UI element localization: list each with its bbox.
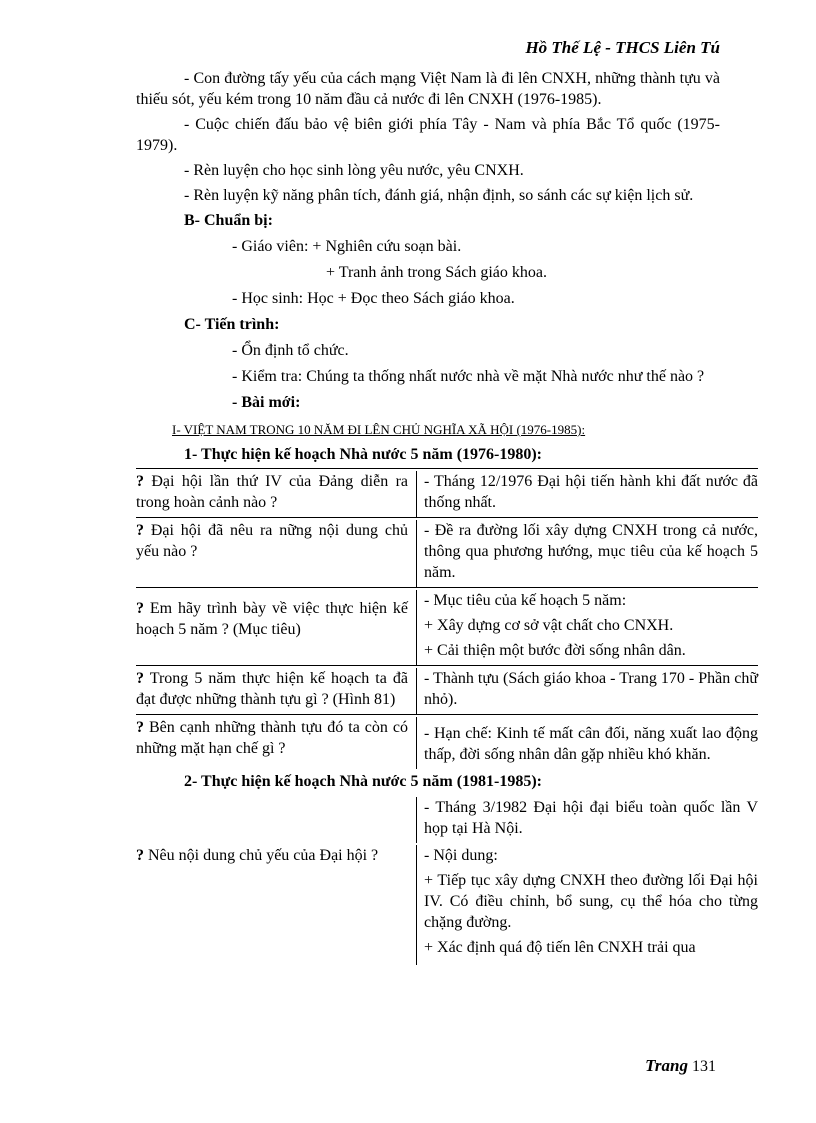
question-text: Đại hội đã nêu ra nững nội dung chủ yếu nào ?: [136, 522, 408, 560]
table-row: [136, 666, 758, 715]
question-text: Nêu nội dung chủ yếu của Đại hội ?: [148, 847, 379, 864]
answer-line: - Tháng 12/1976 Đại hội tiến hành khi đất nước đã thống nhất.: [424, 473, 758, 511]
question-text: Em hãy trình bày về việc thực hiện kế hoạch 5 năm ? (Mục tiêu): [136, 600, 408, 638]
process-new-lesson: - Bài mới:: [232, 394, 301, 411]
process-check: - Kiểm tra: Chúng ta thống nhất nước nhà về mặt Nhà nước như thế nào ?: [232, 368, 705, 385]
question-cell: [136, 717, 417, 769]
question-text: Trong 5 năm thực hiện kế hoạch ta đã đạt được những thành tựu gì ? (Hình 81): [136, 670, 408, 708]
answer-cell: [417, 520, 758, 587]
answer-line: - Đề ra đường lối xây dựng CNXH trong cả nước, thông qua phương hướng, mục tiêu của kế hoạch 5 năm.: [424, 522, 758, 581]
prep-student: - Học sinh: Học + Đọc theo Sách giáo khoa.: [232, 290, 515, 307]
question-mark: ?: [136, 719, 144, 736]
prep-teacher-2: + Tranh ảnh trong Sách giáo khoa.: [326, 264, 547, 281]
question-mark: ?: [136, 600, 144, 617]
answer-line: - Nội dung:: [424, 847, 498, 864]
answer-line: - Thành tựu (Sách giáo khoa - Trang 170 - Phần chữ nhỏ).: [424, 670, 758, 708]
process-stabilize: - Ổn định tổ chức.: [232, 342, 349, 359]
process-heading: C- Tiến trình:: [184, 316, 280, 333]
table-row: [136, 715, 758, 769]
page-header: Hồ Thế Lệ - THCS Liên Tú: [525, 38, 720, 57]
page-number: 131: [692, 1058, 716, 1075]
answer-line: - Tháng 3/1982 Đại hội đại biểu toàn quốc lần V họp tại Hà Nội.: [424, 799, 758, 837]
answer-cell: [417, 471, 758, 517]
question-text: Đại hội lần thứ IV của Đảng diễn ra trong hoàn cảnh nào ?: [136, 473, 409, 511]
answer-cell: [417, 717, 758, 769]
document-body: [136, 68, 758, 965]
page-label: Trang: [645, 1056, 688, 1075]
question-cell: [136, 471, 417, 517]
answer-cell: [417, 668, 758, 714]
question-cell: [136, 520, 417, 587]
objective-1: - Con đường tấy yếu của cách mạng Việt Nam là đi lên CNXH, những thành tựu và thiếu sót, yếu kém trong 10 năm đầu cả nước đi lên CNXH (1976-1985).: [136, 70, 720, 108]
question-mark: ?: [136, 473, 144, 490]
objective-2: - Cuộc chiến đấu bảo vệ biên giới phía Tây - Nam và phía Bắc Tổ quốc (1975-1979).: [136, 116, 720, 154]
question-mark: ?: [136, 522, 144, 539]
answer-cell: [417, 845, 758, 965]
section-title: I- VIỆT NAM TRONG 10 NĂM ĐI LÊN CHỦ NGHĨA XÃ HỘI (1976-1985):: [172, 422, 586, 437]
table-row: [136, 588, 758, 666]
prep-teacher: - Giáo viên: + Nghiên cứu soạn bài.: [232, 238, 462, 255]
question-cell: [136, 797, 417, 843]
page-footer: [645, 1056, 716, 1076]
answer-cell: [417, 797, 758, 843]
part2-table: [136, 795, 758, 965]
question-mark: ?: [136, 847, 144, 864]
table-row: [136, 469, 758, 518]
answer-line: + Xây dựng cơ sở vật chất cho CNXH.: [424, 617, 674, 634]
answer-line: - Mục tiêu của kế hoạch 5 năm:: [424, 592, 627, 609]
answer-line: + Tiếp tục xây dựng CNXH theo đường lối Đại hội IV. Có điều chỉnh, bổ sung, cụ thể hóa cho từng chặng đường.: [424, 872, 758, 931]
question-cell: [136, 845, 417, 965]
table-row: [136, 518, 758, 588]
objective-4: - Rèn luyện kỹ năng phân tích, đánh giá, nhận định, so sánh các sự kiện lịch sử.: [184, 187, 694, 204]
question-cell: [136, 590, 417, 665]
table-row: [136, 795, 758, 843]
answer-line: + Xác định quá độ tiến lên CNXH trải qua: [424, 939, 696, 956]
part2-title: 2- Thực hiện kế hoạch Nhà nước 5 năm (1981-1985):: [184, 773, 543, 790]
objective-3: - Rèn luyện cho học sinh lòng yêu nước, yêu CNXH.: [184, 162, 524, 179]
prep-heading: B- Chuẩn bị:: [184, 212, 273, 229]
question-cell: [136, 668, 417, 714]
part1-table: [136, 468, 758, 769]
question-text: Bên cạnh những thành tựu đó ta còn có những mặt hạn chế gì ?: [136, 719, 409, 757]
answer-cell: [417, 590, 758, 665]
answer-line: + Cải thiện một bước đời sống nhân dân.: [424, 642, 686, 659]
part1-title: 1- Thực hiện kế hoạch Nhà nước 5 năm (1976-1980):: [184, 446, 543, 463]
question-mark: ?: [136, 670, 144, 687]
answer-line: - Hạn chế: Kinh tế mất cân đối, năng xuất lao động thấp, đời sống nhân dân gặp nhiều khó khăn.: [424, 725, 758, 763]
table-row: [136, 843, 758, 965]
